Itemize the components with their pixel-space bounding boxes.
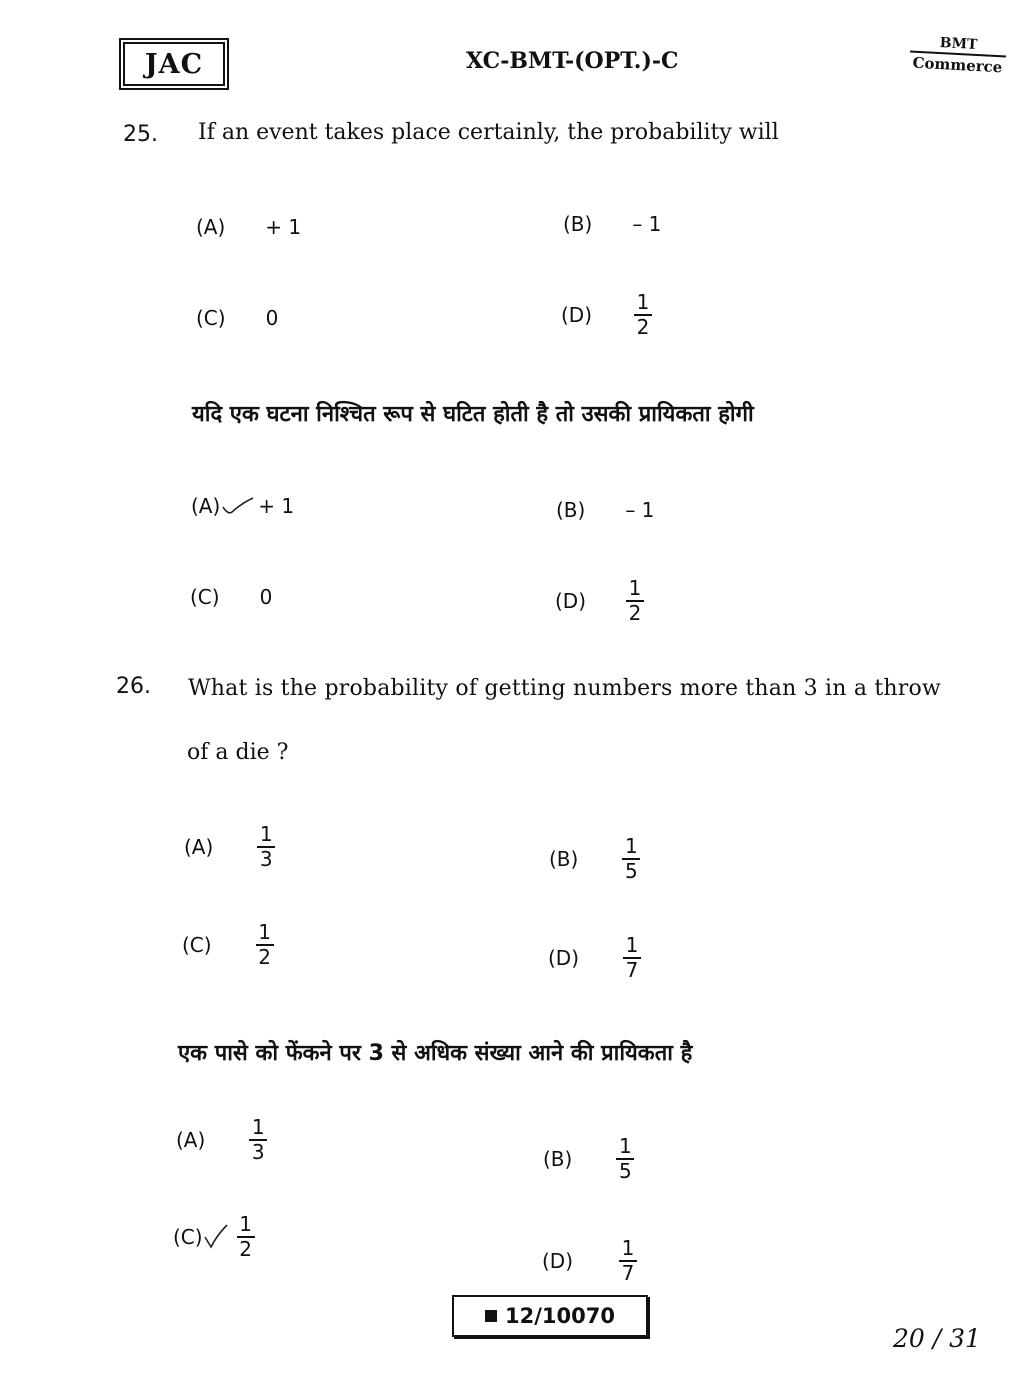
booklet-code-box bbox=[452, 1295, 648, 1337]
option-value: + 1 bbox=[265, 215, 302, 239]
option-label: (B) bbox=[549, 847, 579, 871]
option-a-hindi bbox=[191, 494, 294, 518]
option-value: – 1 bbox=[632, 212, 662, 236]
option-label: (A) bbox=[184, 835, 214, 859]
option-a-hindi bbox=[176, 1117, 267, 1163]
fraction bbox=[257, 824, 275, 870]
board-label: JAC bbox=[123, 42, 225, 86]
denominator: 5 bbox=[624, 859, 638, 883]
option-b-hindi bbox=[556, 498, 654, 522]
question-number: 26. bbox=[116, 674, 151, 699]
numerator: 1 bbox=[625, 933, 639, 957]
option-label: (D) bbox=[548, 946, 580, 970]
option-label: (A) bbox=[176, 1128, 206, 1152]
option-c-hindi bbox=[190, 585, 272, 609]
denominator: 3 bbox=[251, 1140, 265, 1164]
option-a bbox=[196, 215, 301, 239]
question-text: If an event takes place certainly, the probability will bbox=[198, 120, 779, 145]
subject-code: BMT bbox=[939, 35, 978, 53]
option-label: (D) bbox=[555, 589, 587, 613]
subject-stamp bbox=[905, 33, 1011, 76]
option-a bbox=[184, 824, 275, 870]
option-label: (B) bbox=[543, 1147, 573, 1171]
fraction bbox=[249, 1117, 267, 1163]
fraction bbox=[634, 292, 652, 338]
option-label: (C) bbox=[196, 306, 226, 330]
fraction bbox=[623, 935, 641, 981]
check-mark-icon bbox=[220, 495, 256, 517]
option-d bbox=[561, 292, 652, 338]
fraction bbox=[256, 922, 274, 968]
option-label: (B) bbox=[556, 498, 586, 522]
numerator: 1 bbox=[259, 822, 273, 846]
numerator: 1 bbox=[618, 1134, 632, 1158]
option-label: (D) bbox=[561, 303, 593, 327]
option-b-hindi bbox=[543, 1136, 634, 1182]
denominator: 2 bbox=[239, 1237, 252, 1261]
denominator: 7 bbox=[625, 958, 639, 982]
fraction bbox=[237, 1214, 255, 1260]
option-d-hindi bbox=[542, 1238, 637, 1284]
option-label: (D) bbox=[542, 1249, 574, 1273]
option-label: (A) bbox=[191, 494, 221, 518]
question-text-line2: of a die ? bbox=[187, 740, 289, 765]
page-number: 20 / 31 bbox=[893, 1324, 981, 1353]
denominator: 5 bbox=[618, 1159, 632, 1183]
denominator: 2 bbox=[258, 945, 271, 969]
question-text-line1: What is the probability of getting numbers more than 3 in a throw bbox=[188, 676, 941, 701]
option-value: 0 bbox=[259, 585, 273, 609]
option-label: (A) bbox=[196, 215, 226, 239]
option-value: 0 bbox=[265, 306, 279, 330]
fraction bbox=[622, 836, 640, 882]
numerator: 1 bbox=[239, 1212, 252, 1236]
option-d bbox=[548, 935, 641, 981]
fraction bbox=[616, 1136, 634, 1182]
option-value: + 1 bbox=[258, 494, 295, 518]
option-label: (C) bbox=[190, 585, 220, 609]
denominator: 2 bbox=[628, 601, 642, 625]
numerator: 1 bbox=[621, 1236, 635, 1260]
square-bullet-icon bbox=[485, 1310, 497, 1322]
option-value: – 1 bbox=[625, 498, 655, 522]
option-d-hindi bbox=[555, 578, 644, 624]
option-c bbox=[182, 922, 274, 968]
option-c bbox=[196, 306, 278, 330]
question-text-hindi: एक पासे को फेंकने पर 3 से अधिक संख्या आने की प्रायिकता है bbox=[178, 1041, 693, 1066]
option-label: (C) bbox=[182, 933, 212, 957]
fraction bbox=[626, 578, 644, 624]
check-mark-icon bbox=[203, 1223, 229, 1251]
denominator: 7 bbox=[621, 1261, 635, 1285]
numerator: 1 bbox=[624, 834, 638, 858]
denominator: 2 bbox=[636, 315, 650, 339]
numerator: 1 bbox=[251, 1115, 265, 1139]
numerator: 1 bbox=[258, 920, 271, 944]
option-label: (B) bbox=[563, 212, 593, 236]
numerator: 1 bbox=[628, 576, 642, 600]
option-b bbox=[563, 212, 661, 236]
question-text-hindi: यदि एक घटना निश्चित रूप से घटित होती है तो उसकी प्रायिकता होगी bbox=[192, 402, 754, 427]
option-b bbox=[549, 836, 640, 882]
paper-code: XC-BMT-(OPT.)-C bbox=[466, 48, 679, 74]
stream-label: Commerce bbox=[912, 53, 1003, 77]
fraction bbox=[619, 1238, 637, 1284]
question-number: 25. bbox=[123, 122, 158, 147]
option-label: (C) bbox=[173, 1225, 203, 1249]
booklet-code: 12/10070 bbox=[505, 1304, 615, 1328]
option-c-hindi bbox=[173, 1214, 255, 1260]
denominator: 3 bbox=[259, 847, 273, 871]
numerator: 1 bbox=[636, 290, 650, 314]
